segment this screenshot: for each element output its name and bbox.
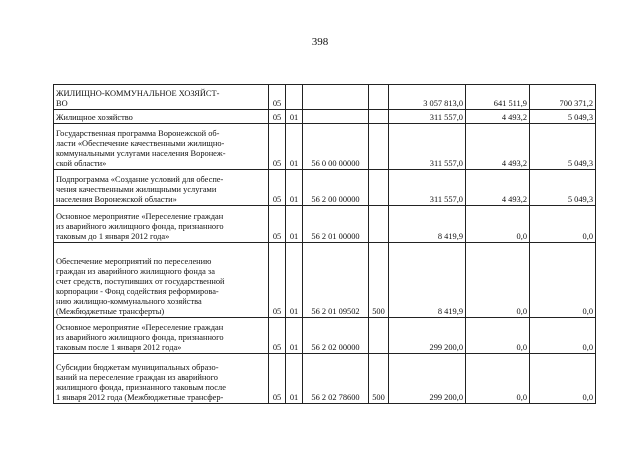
cell-subsection: 01 bbox=[286, 206, 303, 243]
cell-amount-year1: 3 057 813,0 bbox=[389, 85, 466, 110]
cell-amount-year2: 4 493,2 bbox=[466, 124, 530, 170]
cell-name: Основное мероприятие «Переселение граждан из аварийного жилищного фонда, признанного таковым до 1 января 2012 года» bbox=[54, 206, 269, 243]
cell-amount-year3: 0,0 bbox=[530, 206, 596, 243]
row-housing bbox=[54, 110, 596, 124]
cell-amount-year3: 700 371,2 bbox=[530, 85, 596, 110]
cell-section: 05 bbox=[269, 354, 286, 404]
cell-target-article: 56 2 02 78600 bbox=[303, 354, 369, 404]
cell-expense-type bbox=[369, 206, 389, 243]
cell-section: 05 bbox=[269, 110, 286, 124]
cell-amount-year1: 299 200,0 bbox=[389, 318, 466, 354]
cell-amount-year2: 641 511,9 bbox=[466, 85, 530, 110]
cell-subsection: 01 bbox=[286, 110, 303, 124]
row-main-event-after-2012 bbox=[54, 318, 596, 354]
cell-amount-year1: 8 419,9 bbox=[389, 243, 466, 318]
cell-amount-year2: 0,0 bbox=[466, 243, 530, 318]
cell-amount-year2: 0,0 bbox=[466, 206, 530, 243]
row-subprogram bbox=[54, 170, 596, 206]
cell-section: 05 bbox=[269, 243, 286, 318]
cell-name: ЖИЛИЩНО-КОММУНАЛЬНОЕ ХОЗЯЙСТ- ВО bbox=[54, 85, 269, 110]
cell-subsection bbox=[286, 85, 303, 110]
cell-amount-year2: 0,0 bbox=[466, 318, 530, 354]
cell-amount-year1: 311 557,0 bbox=[389, 170, 466, 206]
cell-target-article bbox=[303, 110, 369, 124]
cell-target-article: 56 2 02 00000 bbox=[303, 318, 369, 354]
cell-section: 05 bbox=[269, 85, 286, 110]
page-number: 398 bbox=[311, 36, 329, 48]
cell-name: Жилищное хозяйство bbox=[54, 110, 269, 124]
cell-subsection: 01 bbox=[286, 170, 303, 206]
cell-name: Субсидии бюджетам муниципальных образо- ваний на переселение граждан из аварийного жилищного фонда, признанного таковым после 1 января 2012 года (Межбюджетные трансфер- bbox=[54, 354, 269, 404]
cell-expense-type: 500 bbox=[369, 354, 389, 404]
cell-subsection: 01 bbox=[286, 354, 303, 404]
cell-name: Подпрограмма «Создание условий для обеспе- чения качественными жилищными услугами населения Воронежской области» bbox=[54, 170, 269, 206]
cell-expense-type bbox=[369, 170, 389, 206]
budget-table bbox=[53, 84, 596, 404]
cell-expense-type bbox=[369, 85, 389, 110]
cell-amount-year1: 311 557,0 bbox=[389, 124, 466, 170]
row-fund-resettlement bbox=[54, 243, 596, 318]
cell-subsection: 01 bbox=[286, 318, 303, 354]
budget-table-body bbox=[54, 85, 596, 404]
cell-amount-year1: 8 419,9 bbox=[389, 206, 466, 243]
cell-subsection: 01 bbox=[286, 124, 303, 170]
cell-amount-year3: 5 049,3 bbox=[530, 110, 596, 124]
cell-target-article: 56 0 00 00000 bbox=[303, 124, 369, 170]
cell-amount-year1: 311 557,0 bbox=[389, 110, 466, 124]
cell-name: Основное мероприятие «Переселение граждан из аварийного жилищного фонда, признанного таковым после 1 января 2012 года» bbox=[54, 318, 269, 354]
cell-section: 05 bbox=[269, 206, 286, 243]
row-municipal-subsidies bbox=[54, 354, 596, 404]
cell-subsection: 01 bbox=[286, 243, 303, 318]
cell-target-article: 56 2 00 00000 bbox=[303, 170, 369, 206]
cell-amount-year3: 0,0 bbox=[530, 243, 596, 318]
cell-section: 05 bbox=[269, 124, 286, 170]
cell-amount-year2: 4 493,2 bbox=[466, 170, 530, 206]
cell-amount-year3: 0,0 bbox=[530, 318, 596, 354]
row-main-event-before-2012 bbox=[54, 206, 596, 243]
cell-amount-year3: 5 049,3 bbox=[530, 124, 596, 170]
cell-expense-type bbox=[369, 110, 389, 124]
row-housing-communal-total bbox=[54, 85, 596, 110]
cell-amount-year3: 0,0 bbox=[530, 354, 596, 404]
cell-name: Обеспечение мероприятий по переселению граждан из аварийного жилищного фонда за счет средств, поступивших от государственной корпорации - Фонд содействия реформирова- нию жилищно-коммунального хозяйства (Межбюджетные трансферты) bbox=[54, 243, 269, 318]
cell-expense-type bbox=[369, 124, 389, 170]
cell-target-article bbox=[303, 85, 369, 110]
cell-amount-year1: 299 200,0 bbox=[389, 354, 466, 404]
cell-amount-year2: 0,0 bbox=[466, 354, 530, 404]
cell-amount-year3: 5 049,3 bbox=[530, 170, 596, 206]
cell-section: 05 bbox=[269, 318, 286, 354]
cell-name: Государственная программа Воронежской об- ласти «Обеспечение качественными жилищно- коммунальными услугами населения Воронеж- ской области» bbox=[54, 124, 269, 170]
row-state-program bbox=[54, 124, 596, 170]
cell-expense-type: 500 bbox=[369, 243, 389, 318]
cell-target-article: 56 2 01 09502 bbox=[303, 243, 369, 318]
cell-target-article: 56 2 01 00000 bbox=[303, 206, 369, 243]
cell-amount-year2: 4 493,2 bbox=[466, 110, 530, 124]
cell-section: 05 bbox=[269, 170, 286, 206]
cell-expense-type bbox=[369, 318, 389, 354]
